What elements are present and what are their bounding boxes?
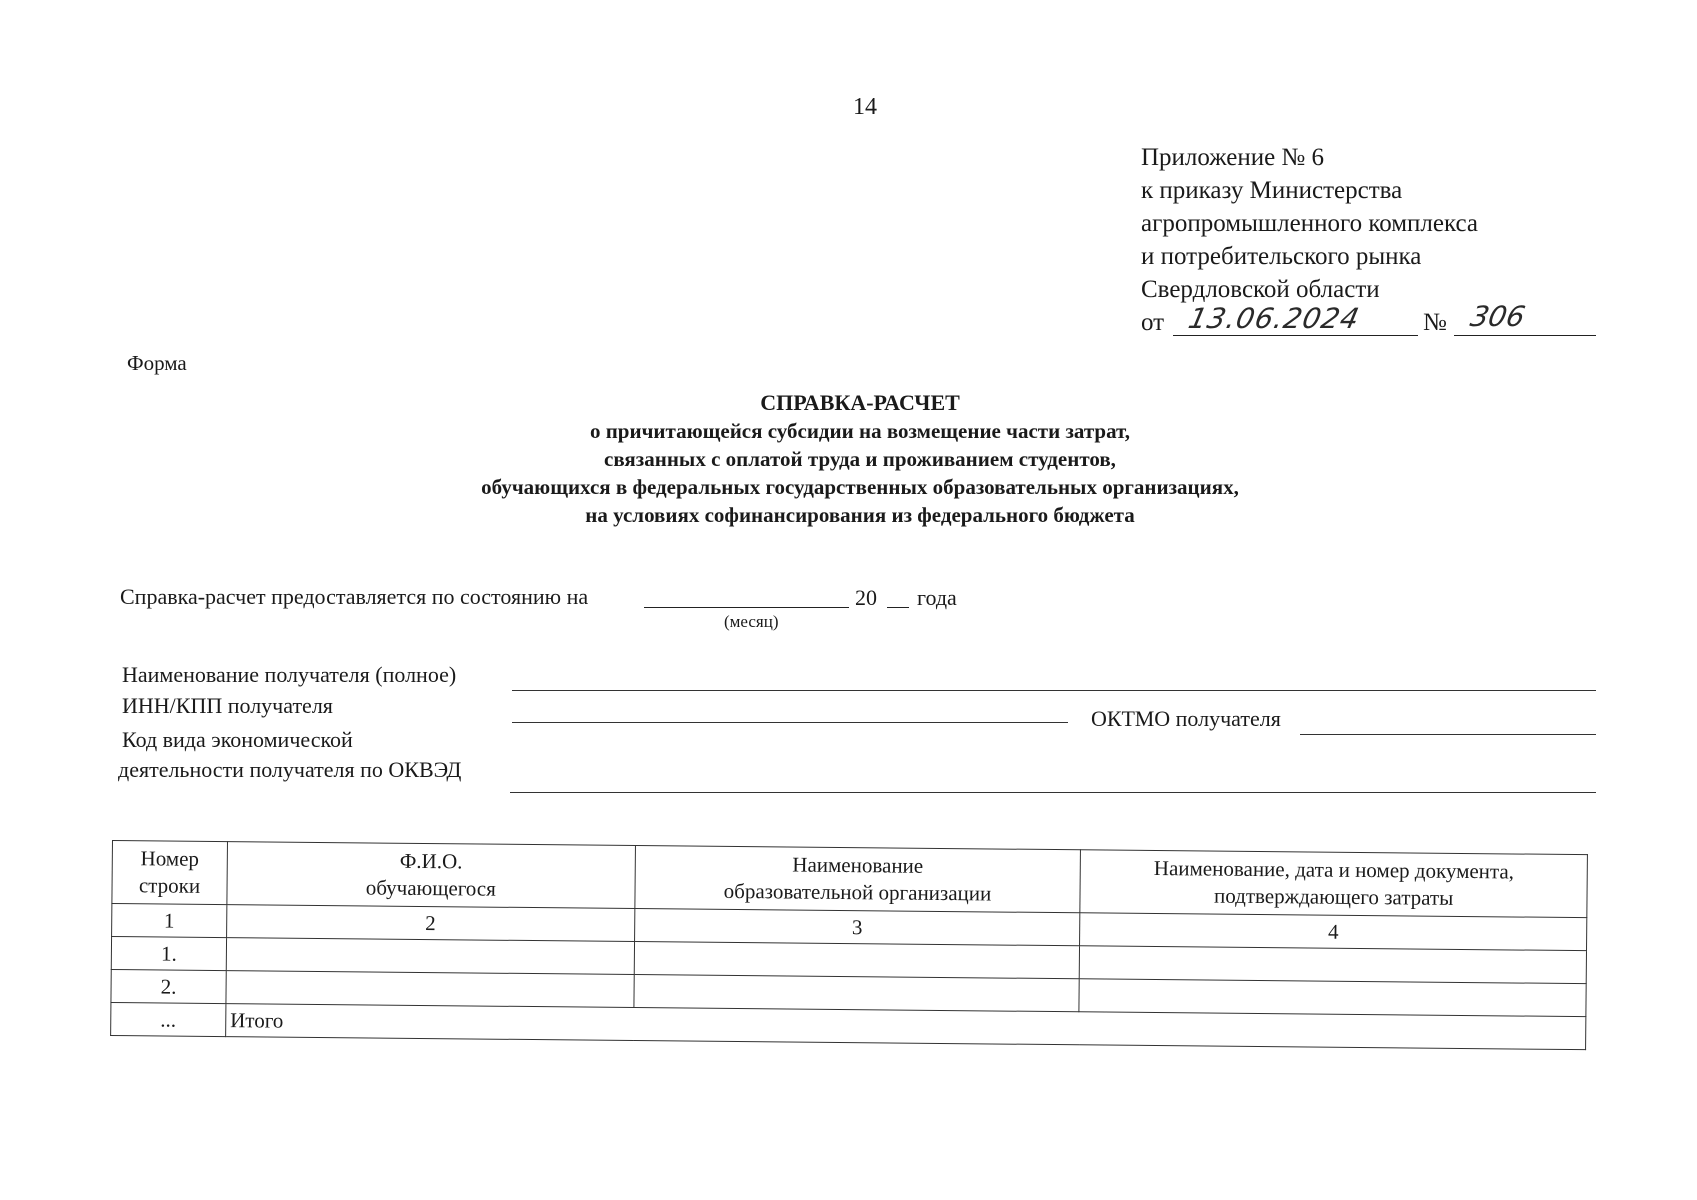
header-student-name — [227, 842, 635, 909]
header-text: Номер — [140, 846, 200, 871]
table-cell[interactable] — [226, 938, 634, 975]
order-date-line — [1141, 300, 1528, 339]
header-text: подтверждающего затраты — [1213, 883, 1454, 910]
table-cell[interactable] — [634, 942, 1080, 979]
oktmo-field[interactable] — [1300, 734, 1596, 735]
okved-field[interactable] — [510, 792, 1596, 793]
header-text: обучающегося — [365, 875, 496, 901]
registry-table — [110, 840, 1588, 1050]
table-cell[interactable] — [1079, 979, 1586, 1017]
year-suffix: года — [917, 585, 957, 610]
oktmo-label: ОКТМО получателя — [1091, 706, 1281, 731]
row-number: 2. — [111, 969, 226, 1003]
form-label: Форма — [127, 351, 187, 375]
appendix-line: Свердловской области — [1141, 276, 1380, 303]
recipient-name-field[interactable] — [512, 690, 1596, 691]
inn-kpp-field[interactable] — [512, 722, 1068, 723]
column-number: 2 — [227, 905, 635, 942]
handwritten-date: 13.06.2024 — [1185, 302, 1363, 335]
appendix-line: и потребительского рынка — [1141, 243, 1422, 270]
title-line: о причитающейся субсидии на возмещение части затрат, — [589, 419, 1131, 443]
title-main: СПРАВКА-РАСЧЕТ — [760, 390, 960, 415]
from-label: от — [1141, 309, 1165, 336]
header-text: строки — [138, 873, 201, 898]
column-number: 1 — [112, 904, 227, 938]
row-number: 1. — [111, 937, 226, 971]
as-of-label: Справка-расчет предоставляется по состоянию на — [120, 584, 589, 609]
header-text: Наименование — [792, 852, 924, 878]
header-document — [1080, 850, 1587, 918]
recipient-name-label: Наименование получателя (полное) — [122, 662, 457, 687]
header-row-number — [112, 841, 228, 905]
appendix-line: Приложение № 6 — [1141, 144, 1325, 171]
column-number: 4 — [1080, 913, 1587, 951]
month-field[interactable] — [644, 607, 849, 608]
header-text: Наименование, дата и номер документа, — [1153, 856, 1515, 884]
number-label: № — [1423, 309, 1447, 336]
year-field[interactable] — [887, 607, 909, 608]
total-label: Итого — [226, 1004, 1586, 1050]
appendix-line: агропромышленного комплекса — [1141, 210, 1479, 237]
document-title — [340, 389, 1380, 529]
year-prefix: 20 — [855, 585, 877, 610]
date-field-underline — [1173, 335, 1418, 336]
column-number: 3 — [634, 909, 1080, 946]
okved-label-line2: деятельности получателя по ОКВЭД — [118, 757, 462, 782]
number-field-underline — [1454, 335, 1596, 336]
title-line: связанных с оплатой труда и проживанием студентов, — [604, 447, 1116, 471]
header-organization — [635, 846, 1081, 913]
table-cell[interactable] — [226, 971, 634, 1008]
appendix-line: к приказу Министерства — [1141, 177, 1403, 204]
title-line: обучающихся в федеральных государственных образовательных организациях, — [481, 475, 1239, 499]
inn-kpp-label: ИНН/КПП получателя — [122, 693, 333, 718]
header-text: образовательной организации — [723, 878, 992, 906]
title-line: на условиях софинансирования из федерального бюджета — [585, 503, 1135, 527]
header-text: Ф.И.О. — [399, 848, 463, 874]
total-row-number: ... — [111, 1002, 226, 1036]
table-cell[interactable] — [1080, 946, 1587, 984]
table-cell[interactable] — [634, 975, 1080, 1012]
month-hint: (месяц) — [724, 612, 779, 631]
okved-label-line1: Код вида экономической — [122, 727, 353, 752]
handwritten-number: 306 — [1467, 300, 1528, 333]
page-number: 14 — [853, 94, 877, 120]
appendix-block — [1141, 141, 1528, 339]
